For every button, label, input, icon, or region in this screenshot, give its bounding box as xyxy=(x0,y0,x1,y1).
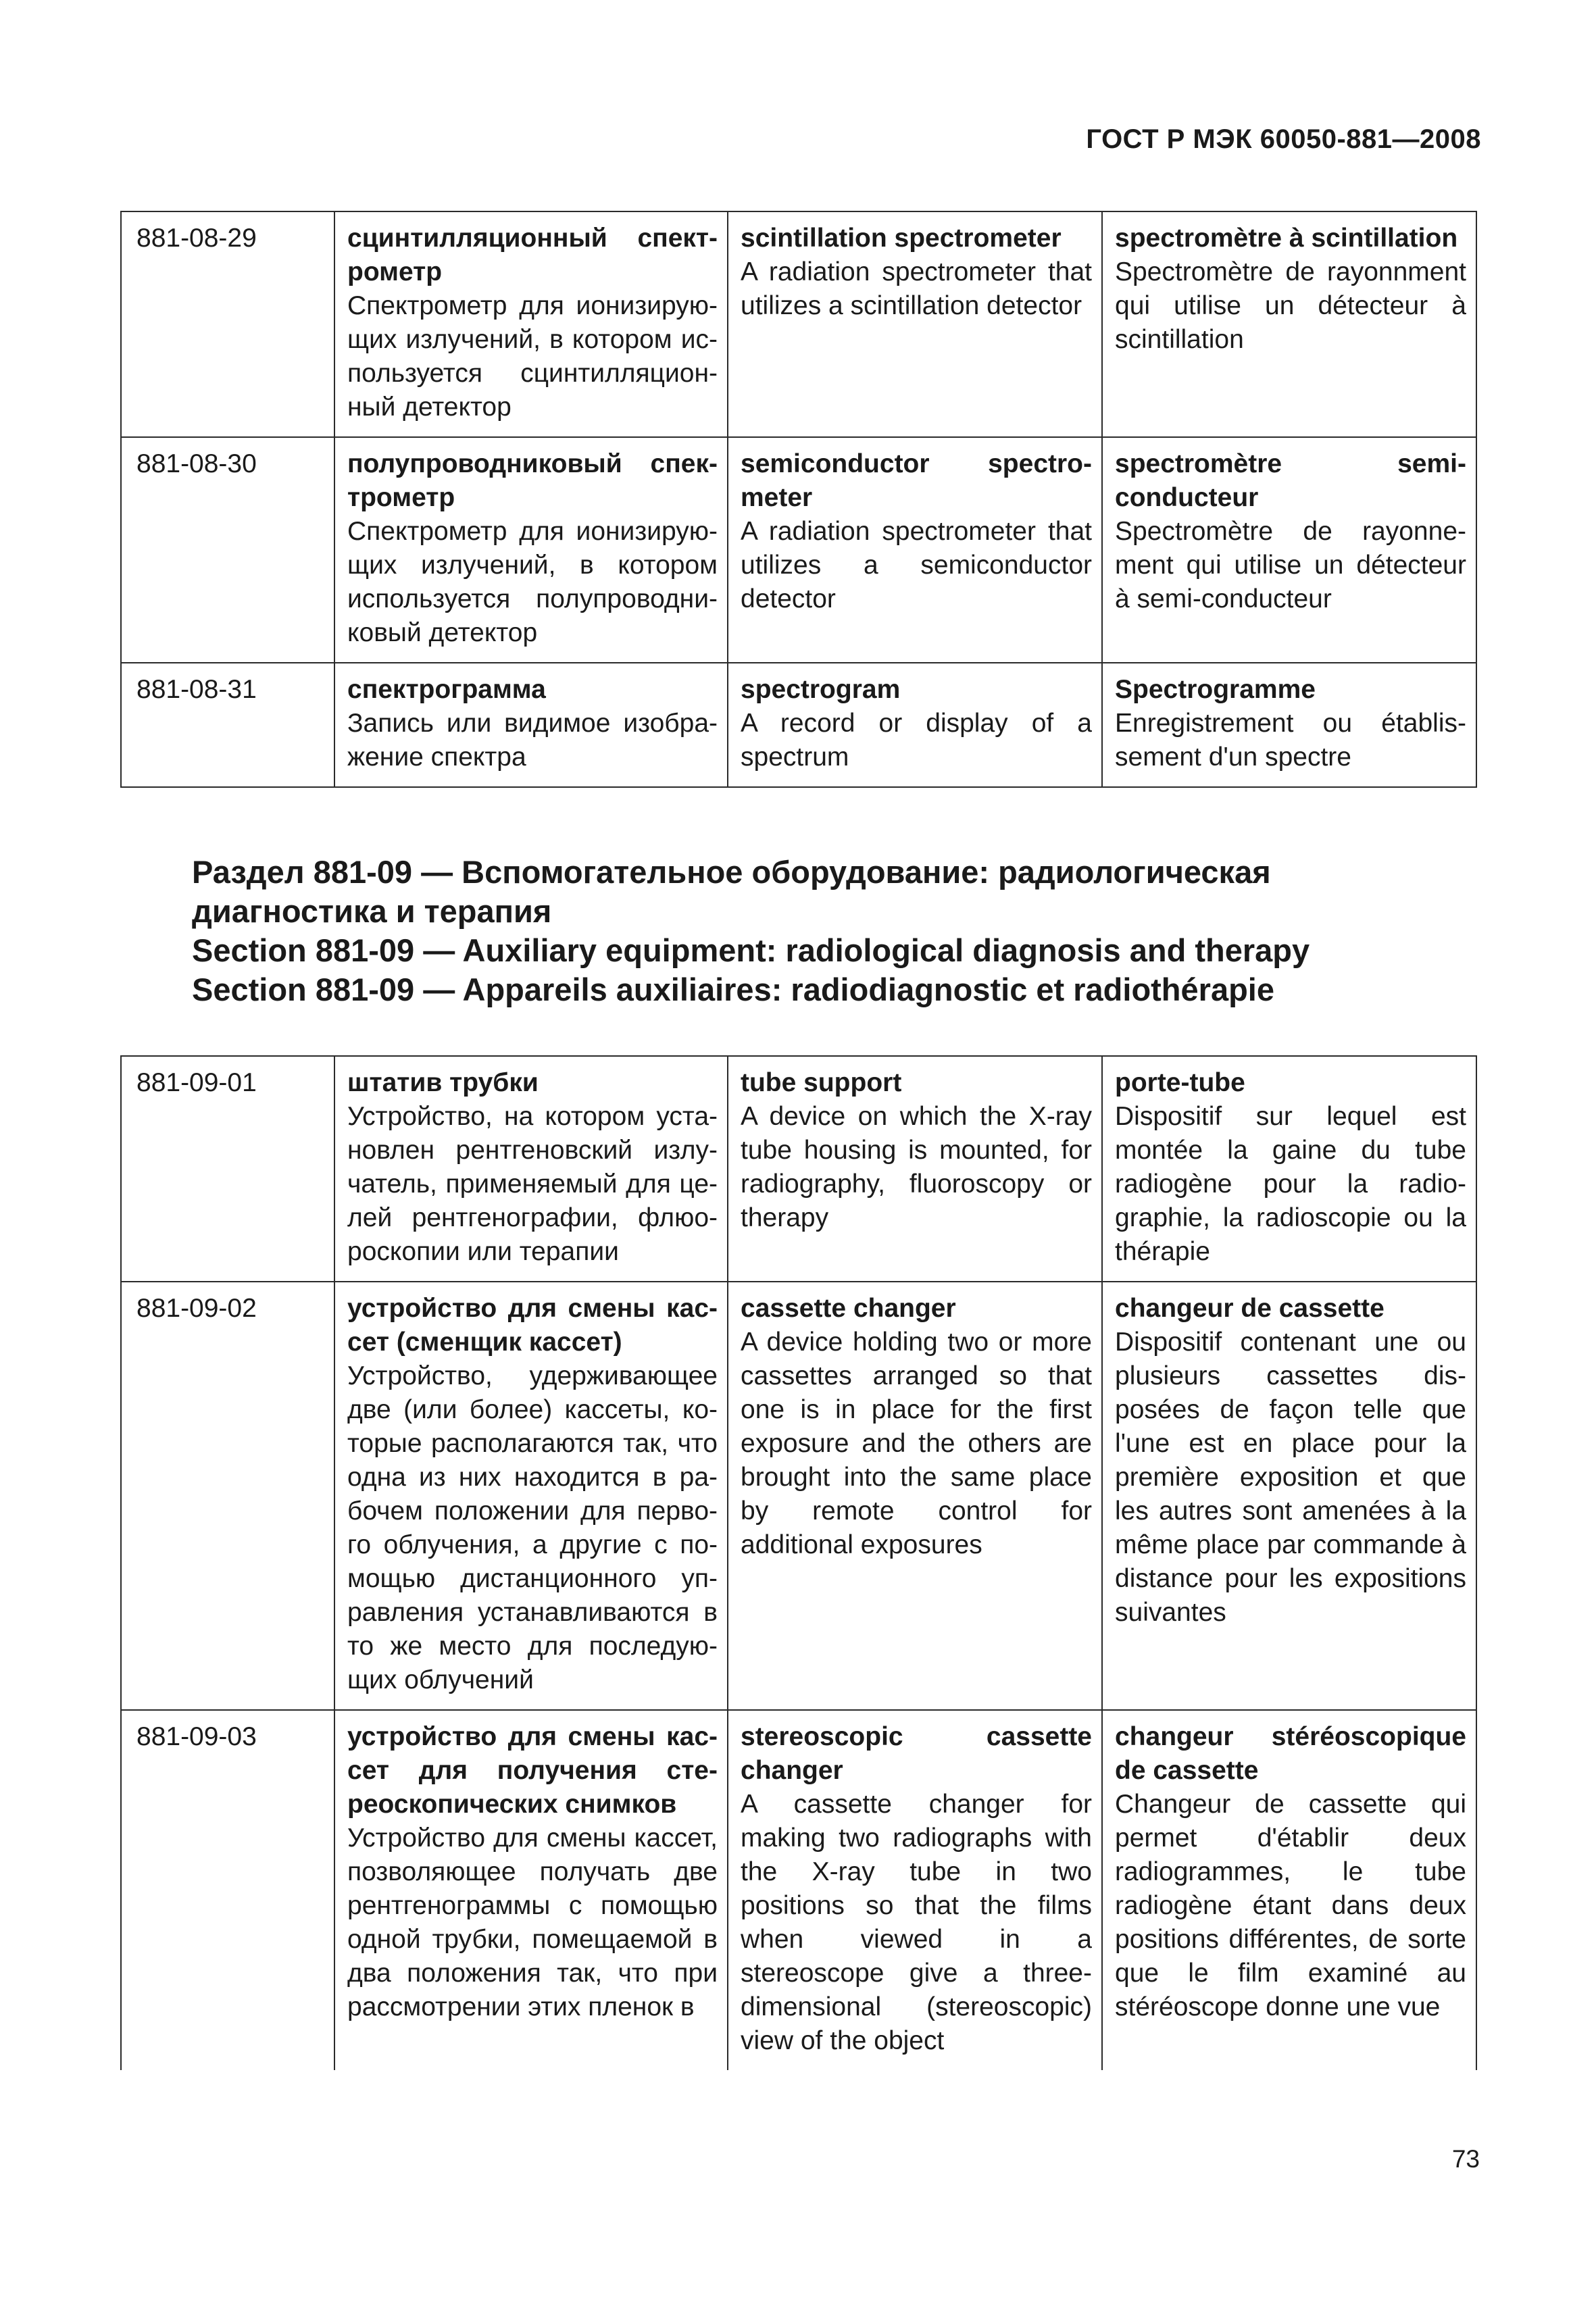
russian-definition: Спектрометр для ионизирую-щих излучений, в котором используется полупроводни-ковый детектор xyxy=(347,517,718,647)
section-heading-ru-line2: диагностика и терапия xyxy=(192,893,552,929)
russian-term: полупроводниковый спек-трометр xyxy=(347,449,718,512)
french-definition: Dispositif contenant une ou plusieurs cassettes dis-posées de façon telle que l'une est en place pour la première exposition et que les autres sont amenées à la même place par commande à distance pour les expositions suivantes xyxy=(1115,1328,1466,1627)
russian-entry-cell xyxy=(334,437,728,663)
english-entry-cell xyxy=(728,211,1102,437)
french-term: porte-tube xyxy=(1115,1068,1245,1097)
french-term: Spectrogramme xyxy=(1115,675,1316,704)
french-entry-cell xyxy=(1102,211,1476,437)
english-entry-cell xyxy=(728,1056,1102,1282)
term-number: 881-08-30 xyxy=(121,437,334,663)
english-definition: A device on which the X-ray tube housing is mounted, for radiography, fluoroscopy or therapy xyxy=(741,1102,1092,1232)
russian-term: устройство для смены кас-сет (сменщик кассет) xyxy=(347,1294,718,1357)
french-entry-cell xyxy=(1102,1710,1476,2070)
russian-definition: Спектрометр для ионизирую-щих излучений, в котором ис-пользуется сцинтилляцион-ный детектор xyxy=(347,291,718,422)
term-number: 881-09-01 xyxy=(121,1056,334,1282)
russian-entry-cell xyxy=(334,1710,728,2070)
english-entry-cell xyxy=(728,663,1102,787)
term-entry-row xyxy=(121,211,1476,437)
french-entry-cell xyxy=(1102,1056,1476,1282)
russian-term: штатив трубки xyxy=(347,1068,539,1097)
russian-definition: Устройство, на котором уста-новлен рентгеновский излу-чатель, применяемый для це-лей рентгенографии, флюо-роскопии или терапии xyxy=(347,1102,718,1266)
english-term: semiconductor spectro-meter xyxy=(741,449,1092,512)
russian-definition: Устройство, удерживающее две (или более) кассеты, ко-торые располагаются так, что одна из них находится в ра-бочем положении для перво-го облучения, а другие с по-мощью дистанционного уп-равления устанавливаются в то же место для последую-щих облучений xyxy=(347,1361,718,1694)
term-entry-row xyxy=(121,663,1476,787)
french-entry-cell xyxy=(1102,663,1476,787)
term-entry-row xyxy=(121,1056,1476,1282)
english-entry-cell xyxy=(728,1282,1102,1710)
terms-table-section-881-09 xyxy=(120,1055,1477,2070)
french-term: changeur de cassette xyxy=(1115,1294,1385,1323)
russian-entry-cell xyxy=(334,1056,728,1282)
french-term: spectromètre à scintillation xyxy=(1115,224,1458,253)
french-definition: Spectromètre de rayonnment qui utilise un détecteur à scintillation xyxy=(1115,257,1466,354)
term-number: 881-08-31 xyxy=(121,663,334,787)
russian-entry-cell xyxy=(334,1282,728,1710)
french-definition: Dispositif sur lequel est montée la gaine du tube radiogène pour la radio-graphie, la radioscopie ou la thérapie xyxy=(1115,1102,1466,1266)
page-number: 73 xyxy=(1451,2145,1480,2173)
french-term: spectromètre semi-conducteur xyxy=(1115,449,1466,512)
section-heading-fr: Section 881-09 — Appareils auxiliaires: radiodiagnostic et radiothérapie xyxy=(192,972,1274,1007)
term-number: 881-09-02 xyxy=(121,1282,334,1710)
term-number: 881-08-29 xyxy=(121,211,334,437)
russian-entry-cell xyxy=(334,211,728,437)
english-entry-cell xyxy=(728,437,1102,663)
term-number: 881-09-03 xyxy=(121,1710,334,2070)
russian-term: сцинтилляционный спект-рометр xyxy=(347,224,718,286)
term-entry-row xyxy=(121,1282,1476,1710)
english-entry-cell xyxy=(728,1710,1102,2070)
russian-term: устройство для смены кас-сет для получения сте-реоскопических снимков xyxy=(347,1722,718,1819)
english-definition: A radiation spectrometer that utilizes a scintillation detector xyxy=(741,257,1092,320)
russian-entry-cell xyxy=(334,663,728,787)
english-term: scintillation spectrometer xyxy=(741,224,1062,253)
english-definition: A cassette changer for making two radiographs with the X-ray tube in two positions so that the films when viewed in a stereoscope give a three-dimensional (stereoscopic) view of the object xyxy=(741,1790,1092,2055)
english-term: cassette changer xyxy=(741,1294,956,1323)
french-entry-cell xyxy=(1102,437,1476,663)
term-entry-row xyxy=(121,1710,1476,2070)
section-heading-ru-line1: Раздел 881-09 — Вспомогательное оборудование: радиологическая xyxy=(192,854,1271,890)
french-definition: Changeur de cassette qui permet d'établir deux radiogrammes, le tube radiogène étant dans deux positions différentes, de sorte que le film examiné au stéréoscope donne une vue xyxy=(1115,1790,1466,2021)
russian-definition: Запись или видимое изобра-жение спектра xyxy=(347,709,718,772)
french-definition: Spectromètre de rayonne-ment qui utilise un détecteur à semi-conducteur xyxy=(1115,517,1466,613)
french-term: changeur stéréoscopique de cassette xyxy=(1115,1722,1466,1785)
english-definition: A record or display of a spectrum xyxy=(741,709,1092,772)
english-term: tube support xyxy=(741,1068,902,1097)
section-heading-en: Section 881-09 — Auxiliary equipment: radiological diagnosis and therapy xyxy=(192,932,1310,968)
french-entry-cell xyxy=(1102,1282,1476,1710)
english-term: stereoscopic cassette changer xyxy=(741,1722,1092,1785)
section-heading xyxy=(192,853,1476,1009)
term-entry-row xyxy=(121,437,1476,663)
english-term: spectrogram xyxy=(741,675,901,704)
standard-designation: ГОСТ Р МЭК 60050-881—2008 xyxy=(1086,124,1481,154)
russian-term: спектрограмма xyxy=(347,675,546,704)
english-definition: A device holding two or more cassettes arranged so that one is in place for the first exposure and the others are brought into the same place by remote control for additional exposures xyxy=(741,1328,1092,1559)
terms-table-section-881-08 xyxy=(120,211,1477,788)
russian-definition: Устройство для смены кассет, позволяющее получать две рентгенограммы с помощью одной трубки, помещаемой в два положения так, что при рассмотрении этих пленок в xyxy=(347,1823,718,2021)
english-definition: A radiation spectrometer that utilizes a semiconductor detector xyxy=(741,517,1092,613)
french-definition: Enregistrement ou établis-sement d'un spectre xyxy=(1115,709,1466,772)
